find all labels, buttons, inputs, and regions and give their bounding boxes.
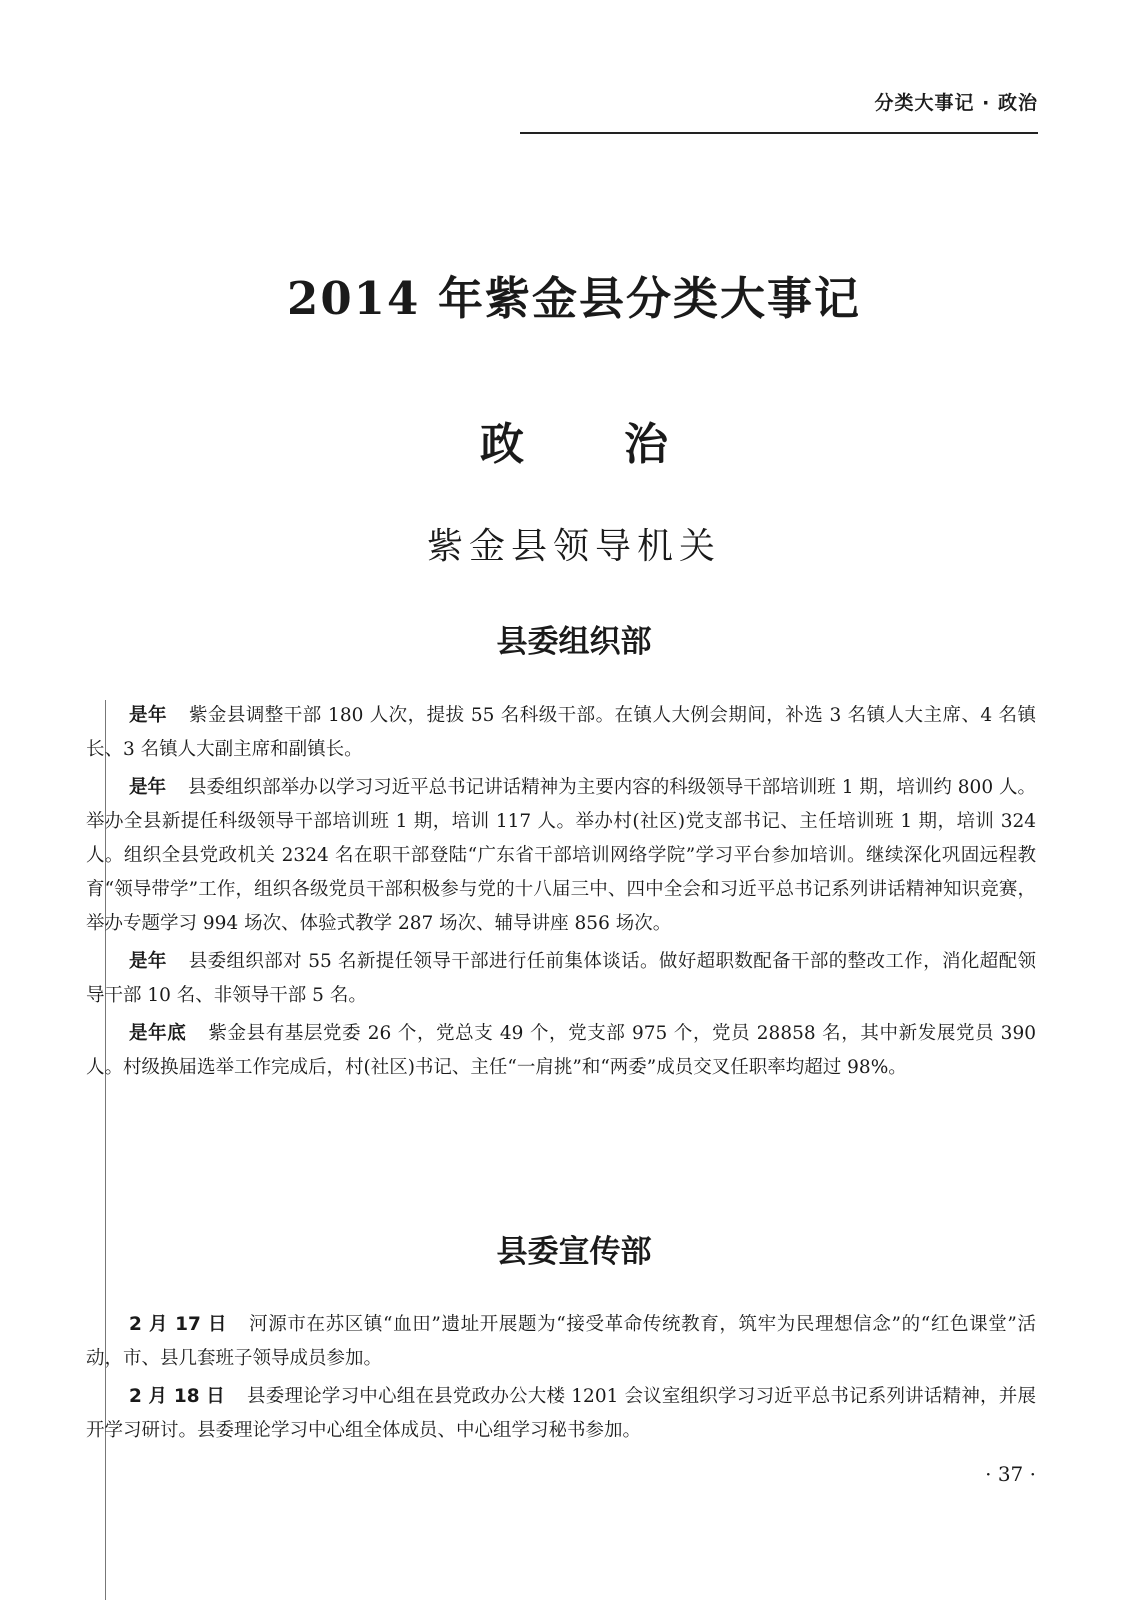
entry-text: 县委组织部举办以学习习近平总书记讲话精神为主要内容的科级领导干部培训班 1 期，培训约 800 人。举办全县新提任科级领导干部培训班 1 期，培训 117 人。举办村(社区)党支部书记、主任培训班 1 期，培训 324 人。组织全县党政机关 2324 名在职干部登陆“广东省干部培训网络学院”学习平台参加培训。继续深化巩固远程教育“领导带学”工作，组织各级党员干部积极参与党的十八届三中、四中全会和习近平总书记系列讲话精神知识竞赛，举办专题学习 994 场次、体验式教学 287 场次、辅导讲座 856 场次。 <box>86 777 1036 934</box>
running-head: 分类大事记 · 政治 <box>874 92 1038 114</box>
event-entry <box>86 1380 1036 1448</box>
page-title: 2014 年紫金县分类大事记 <box>287 272 861 325</box>
entry-date: 是年底 <box>129 1023 187 1044</box>
subsection-title: 紫金县领导机关 <box>426 526 721 567</box>
department-title: 县委组织部 <box>496 624 652 660</box>
event-entry <box>86 945 1036 1013</box>
entry-date: 2 月 17 日 <box>129 1314 228 1335</box>
section-title: 政治 <box>480 419 768 470</box>
event-entry <box>86 1308 1036 1376</box>
event-entry <box>86 1017 1036 1085</box>
entry-text: 县委组织部对 55 名新提任领导干部进行任前集体谈话。做好超职数配备干部的整改工作，消化超配领导干部 10 名、非领导干部 5 名。 <box>86 951 1036 1006</box>
department-entries <box>86 1308 1036 1452</box>
entry-date: 2 月 18 日 <box>129 1386 226 1407</box>
entry-text: 紫金县调整干部 180 人次，提拔 55 名科级干部。在镇人大例会期间，补选 3 名镇人大主席、4 名镇长、3 名镇人大副主席和副镇长。 <box>86 705 1036 760</box>
entry-date: 是年 <box>129 951 167 972</box>
page-number: · 37 · <box>985 1462 1036 1486</box>
event-entry <box>86 699 1036 767</box>
entry-date: 是年 <box>129 777 167 798</box>
event-entry <box>86 771 1036 941</box>
entry-text: 河源市在苏区镇“血田”遗址开展题为“接受革命传统教育，筑牢为民理想信念”的“红色课堂”活动，市、县几套班子领导成员参加。 <box>86 1314 1036 1369</box>
entry-date: 是年 <box>129 705 167 726</box>
department-entries <box>86 699 1036 1089</box>
department-title: 县委宣传部 <box>496 1234 652 1270</box>
entry-text: 紫金县有基层党委 26 个，党总支 49 个，党支部 975 个，党员 28858 名，其中新发展党员 390 人。村级换届选举工作完成后，村(社区)书记、主任“一肩挑”和“两委”成员交叉任职率均超过 98%。 <box>86 1023 1036 1078</box>
header-rule <box>520 132 1038 134</box>
entry-text: 县委理论学习中心组在县党政办公大楼 1201 会议室组织学习习近平总书记系列讲话精神，并展开学习研讨。县委理论学习中心组全体成员、中心组学习秘书参加。 <box>86 1386 1036 1441</box>
